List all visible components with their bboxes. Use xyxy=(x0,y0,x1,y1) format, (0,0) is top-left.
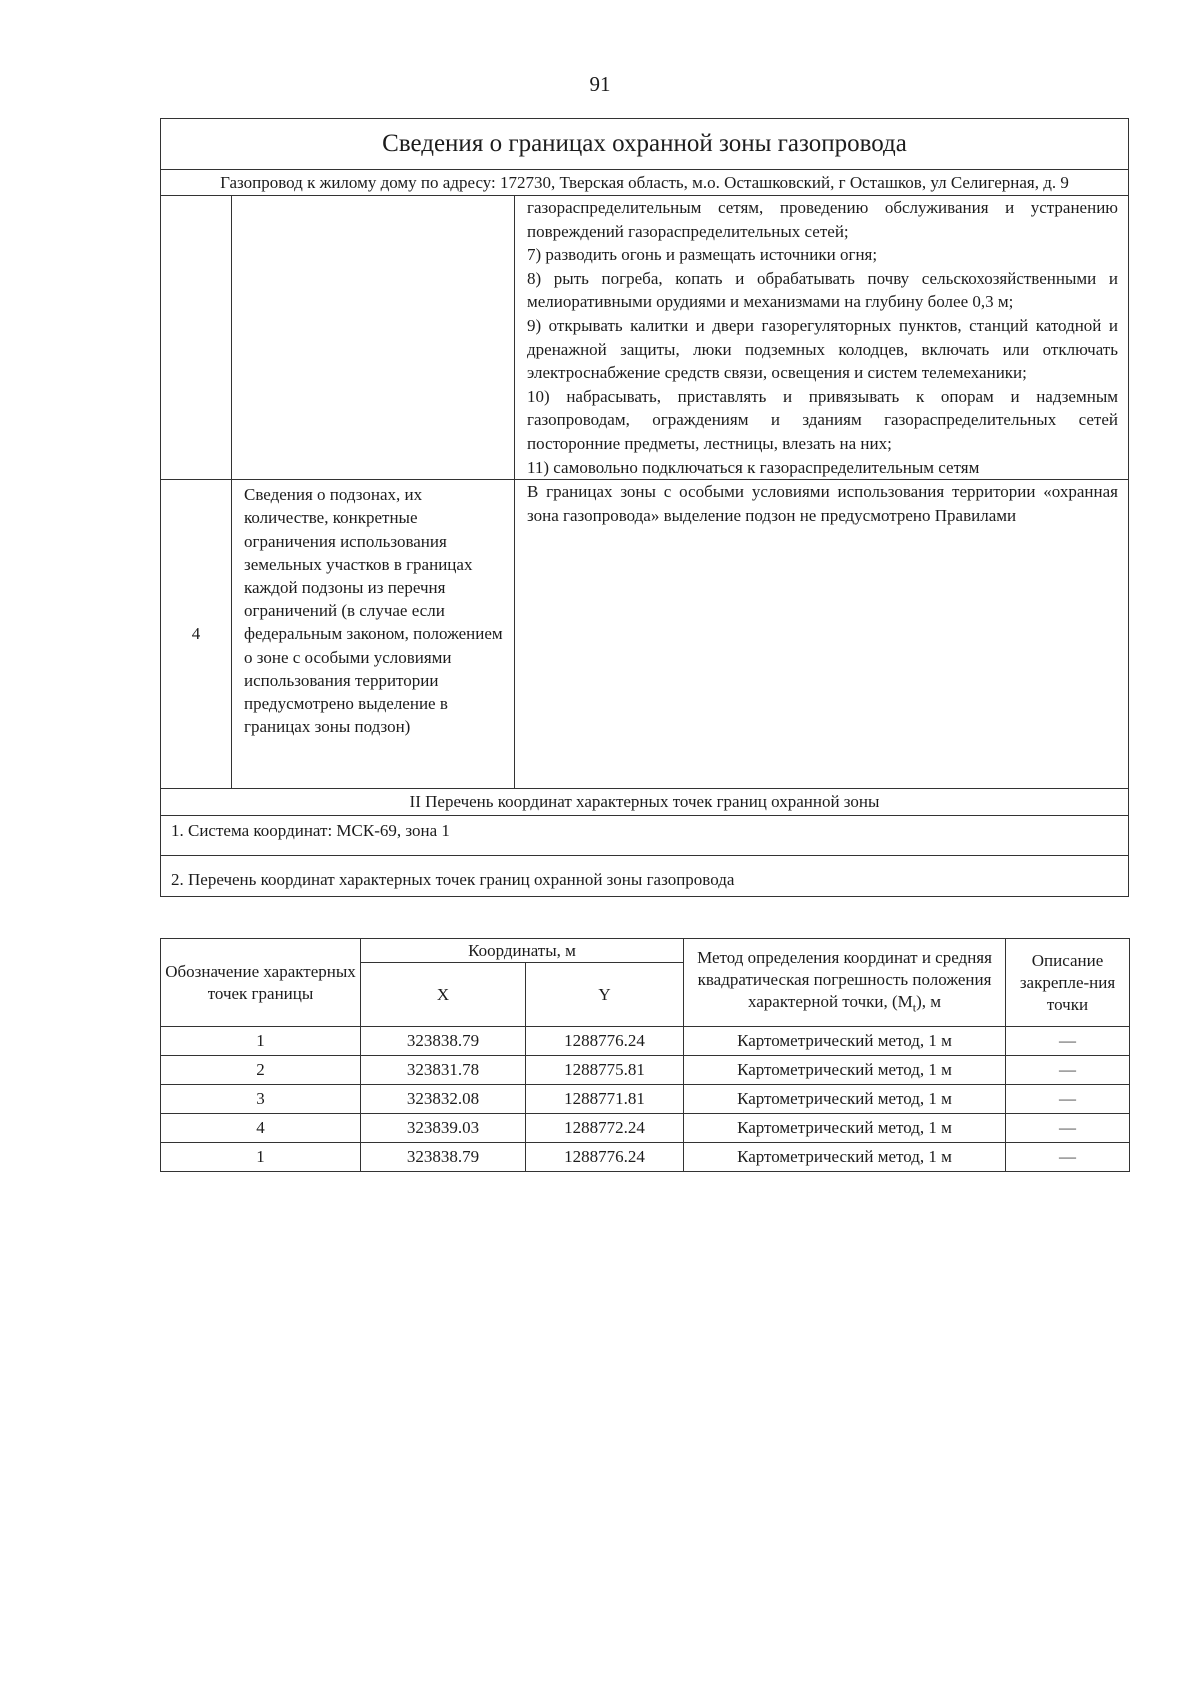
cell-y: 1288772.24 xyxy=(526,1114,684,1143)
restriction-line: 9) открывать калитки и двери газорегуляторных пунктов, станций катодной и дренажной защиты, люки подземных колодцев, включать или отключать электроснабжение средств связи, освещения и систем телемеханики; xyxy=(527,315,1118,383)
zone-info-table xyxy=(161,196,1128,789)
cell-y: 1288775.81 xyxy=(526,1056,684,1085)
section-title-coordinates: II Перечень координат характерных точек границ охранной зоны xyxy=(161,789,1128,816)
table-row xyxy=(161,1114,1130,1143)
cell-point: 4 xyxy=(161,1114,361,1143)
table-row-continuation xyxy=(161,196,1128,480)
cell-point: 1 xyxy=(161,1143,361,1172)
cell-method: Картометрический метод, 1 м xyxy=(684,1114,1006,1143)
page-number: 91 xyxy=(589,72,611,96)
cell-x: 323831.78 xyxy=(361,1056,526,1085)
row-name: Сведения о подзонах, их количестве, конкретные ограничения использования земельных участков в границах каждой подзоны из перечня ограничений (в случае если федеральным законом, положением о зоне с особыми условиями использования территории предусмотрено выделение в границах зоны подзон) xyxy=(232,480,515,789)
header-description: Описание закрепле-ния точки xyxy=(1006,939,1130,1027)
pipeline-address: Газопровод к жилому дому по адресу: 172730, Тверская область, м.о. Осташковский, г Осташков, ул Селигерная, д. 9 xyxy=(161,170,1128,196)
header-method-text: Метод определения координат и средняя квадратическая погрешность положения характерной точки, (M xyxy=(697,947,992,1011)
protection-zone-document xyxy=(160,118,1129,897)
cell-method: Картометрический метод, 1 м xyxy=(684,1027,1006,1056)
header-x: X xyxy=(361,963,526,1027)
table-row xyxy=(161,1143,1130,1172)
table-row-subzones xyxy=(161,480,1128,789)
header-method-unit: ), м xyxy=(916,991,942,1011)
row-number: 4 xyxy=(161,480,232,789)
cell-description: — xyxy=(1006,1085,1130,1114)
restriction-line: 11) самовольно подключаться к газораспределительным сетям xyxy=(527,457,980,477)
header-y: Y xyxy=(526,963,684,1027)
cell-x: 323838.79 xyxy=(361,1143,526,1172)
document-title: Сведения о границах охранной зоны газопровода xyxy=(161,119,1128,170)
cell-description: — xyxy=(1006,1114,1130,1143)
header-coordinates: Координаты, м xyxy=(361,939,684,963)
header-point: Обозначение характерных точек границы xyxy=(161,939,361,1027)
cell-point: 1 xyxy=(161,1027,361,1056)
cell-description: — xyxy=(1006,1056,1130,1085)
cell-y: 1288776.24 xyxy=(526,1027,684,1056)
coordinates-list-title: 2. Перечень координат характерных точек границ охранной зоны газопровода xyxy=(171,870,735,890)
restriction-line: 10) набрасывать, приставлять и привязывать к опорам и надземным газопроводам, ограждениям и зданиям газораспределительных сетей посторонние предметы, лестницы, влезать на них; xyxy=(527,386,1118,453)
cell-point: 2 xyxy=(161,1056,361,1085)
cell-y: 1288771.81 xyxy=(526,1085,684,1114)
coordinate-system: 1. Система координат: МСК-69, зона 1 xyxy=(161,816,1128,856)
cell-description: — xyxy=(1006,1027,1130,1056)
cell-point: 3 xyxy=(161,1085,361,1114)
header-method xyxy=(684,939,1006,1027)
cell-method: Картометрический метод, 1 м xyxy=(684,1143,1006,1172)
restriction-line: 8) рыть погреба, копать и обрабатывать почву сельскохозяйственными и мелиоративными орудиями и механизмами на глубину более 0,3 м; xyxy=(527,268,1118,312)
table-row xyxy=(161,1027,1130,1056)
cell-method: Картометрический метод, 1 м xyxy=(684,1056,1006,1085)
cell-method: Картометрический метод, 1 м xyxy=(684,1085,1006,1114)
restriction-line: 7) разводить огонь и размещать источники огня; xyxy=(527,245,878,265)
cell-description: — xyxy=(1006,1143,1130,1172)
cell-x: 323832.08 xyxy=(361,1085,526,1114)
restrictions-continuation xyxy=(515,196,1129,480)
row-number-cell xyxy=(161,196,232,480)
table-row xyxy=(161,1056,1130,1085)
cell-x: 323839.03 xyxy=(361,1114,526,1143)
restriction-line: газораспределительным сетям, проведению обслуживания и устранению повреждений газораспределительных сетей; xyxy=(527,198,1118,241)
cell-x: 323838.79 xyxy=(361,1027,526,1056)
header-method-subscript: t xyxy=(912,1000,917,1015)
cell-y: 1288776.24 xyxy=(526,1143,684,1172)
coordinates-table xyxy=(160,938,1130,1172)
row-name-cell xyxy=(232,196,515,480)
table-row xyxy=(161,1085,1130,1114)
row-value: В границах зоны с особыми условиями использования территории «охранная зона газопровода» выделение подзон не предусмотрено Правилами xyxy=(515,480,1129,789)
